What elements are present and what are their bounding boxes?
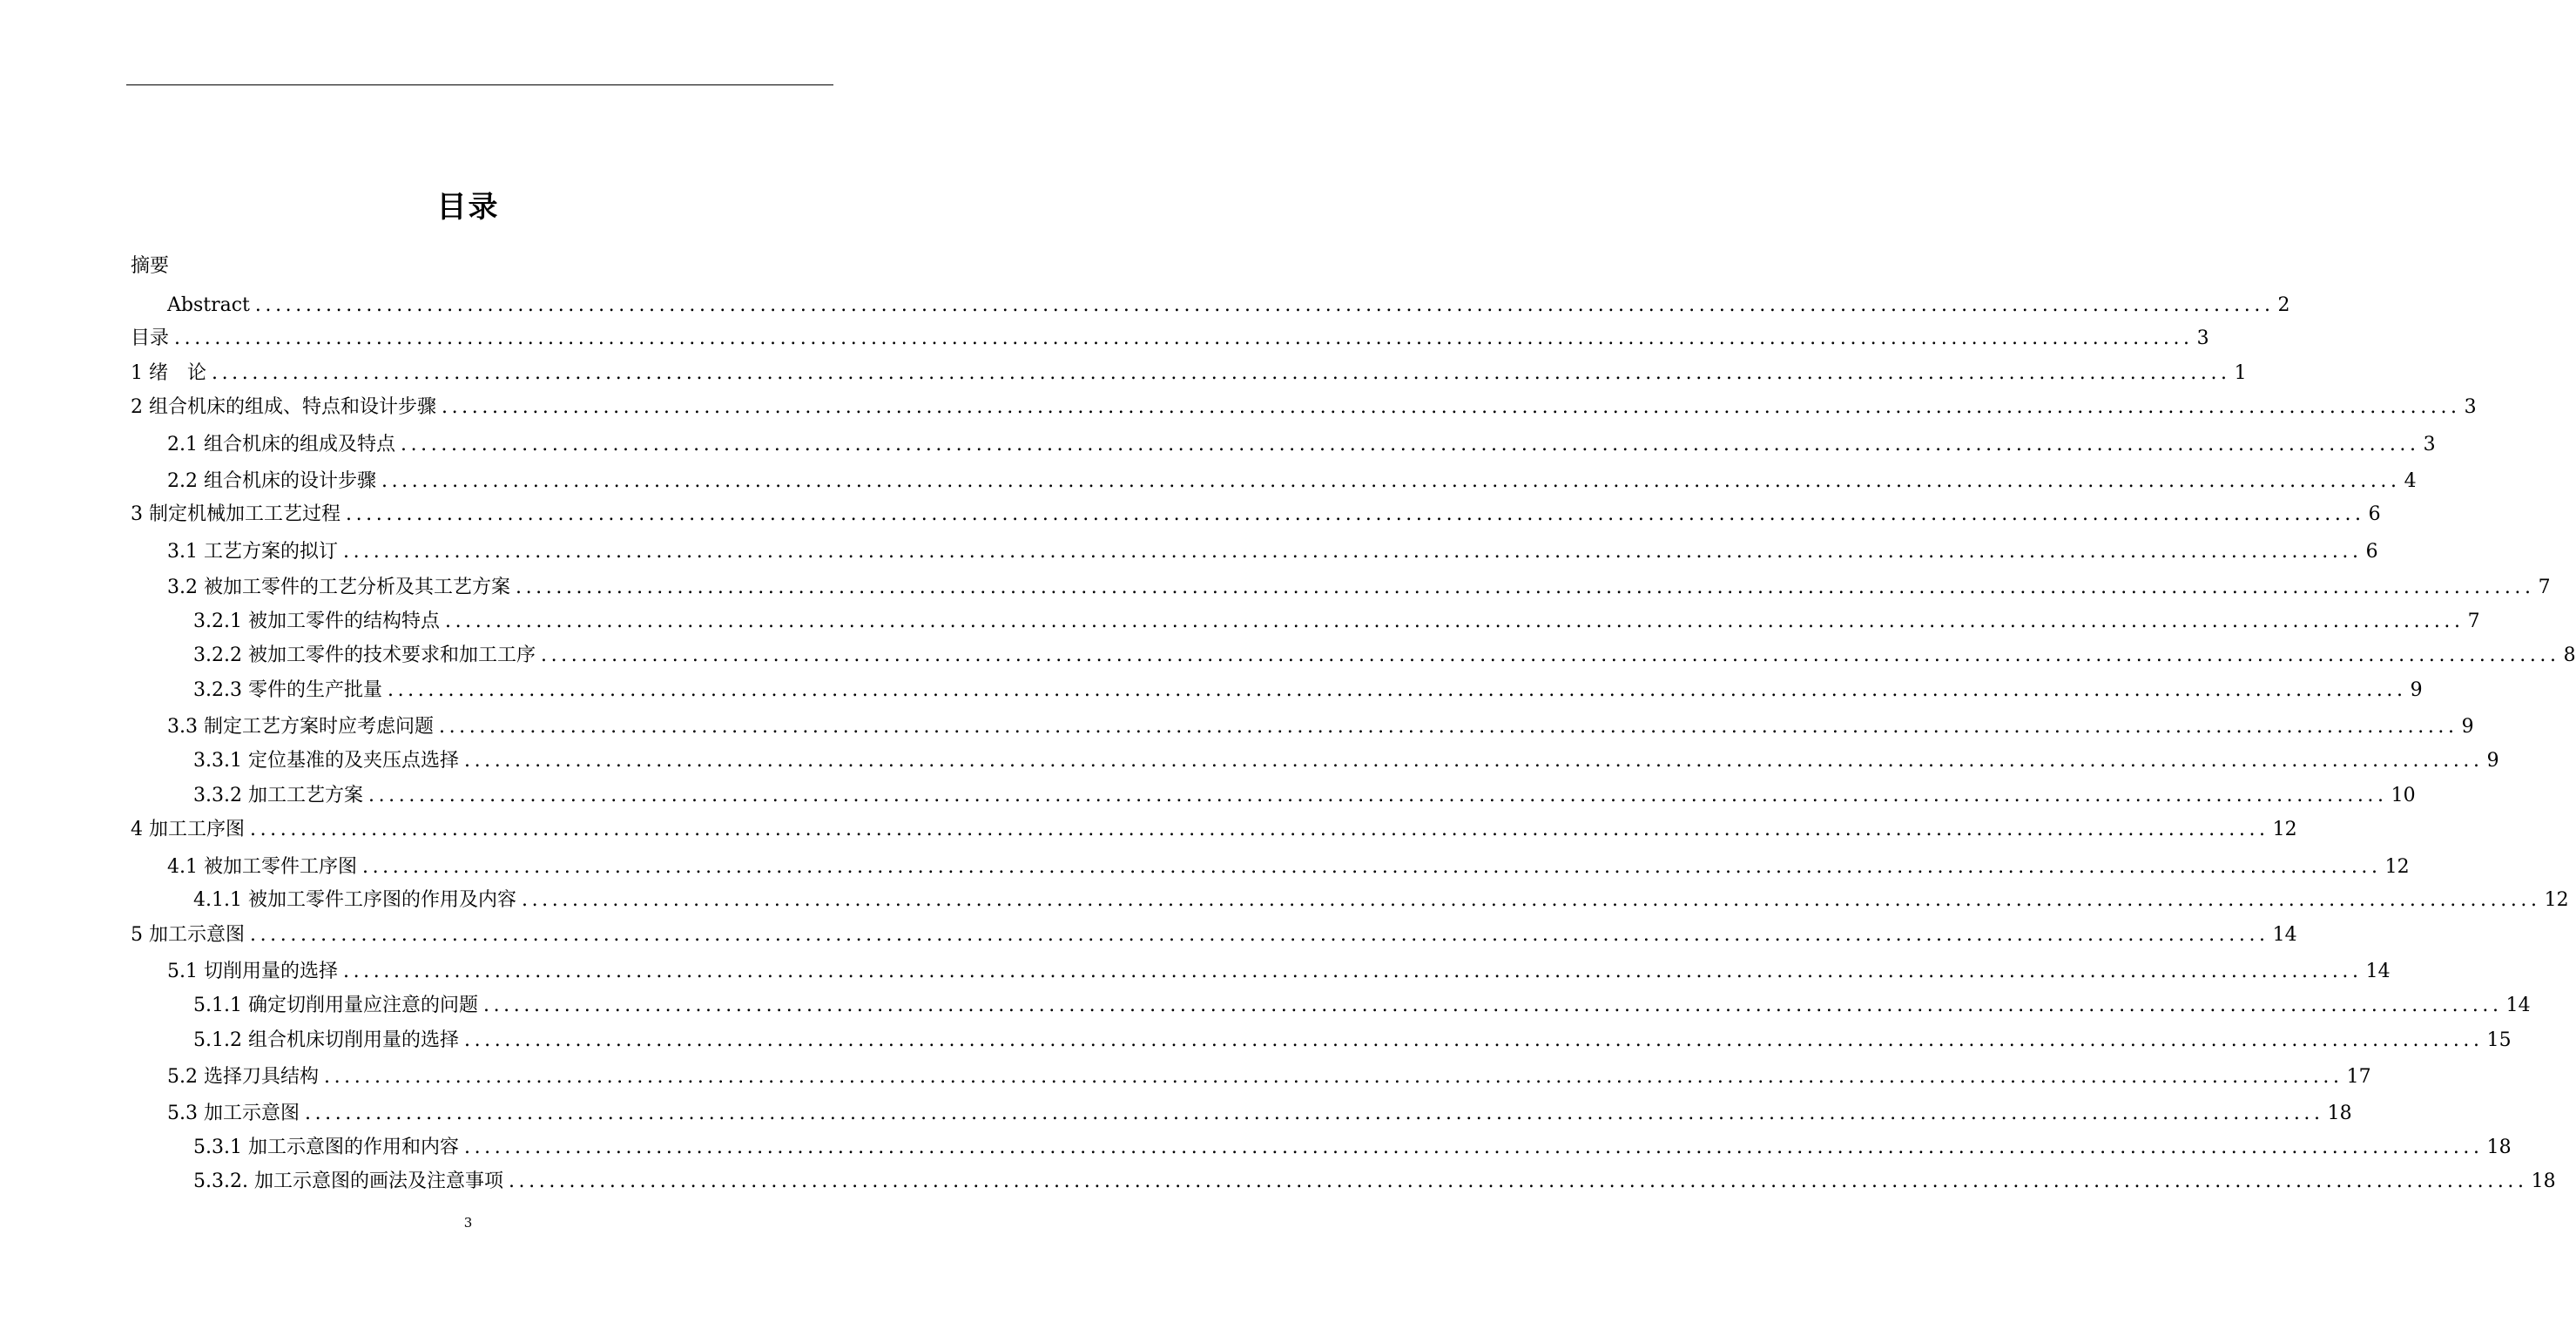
toc-leader-dots: ........................................................................................................................................................................................................ [254,294,2275,316]
toc-entry-page: 9 [2461,716,2474,738]
toc-entry-section-3-3[interactable] [167,715,2474,739]
toc-entry-label: Abstract [167,294,250,316]
toc-entry-label: 3.3 制定工艺方案时应考虑问题 [167,716,434,738]
toc-entry-section-3-2-2[interactable] [193,644,2576,668]
toc-leader-dots: ........................................................................................................................................................................................................ [250,819,2269,840]
toc-entry-page: 3 [2423,434,2436,455]
toc-entry-page: 8 [2563,644,2576,666]
toc-entry-page: 6 [2365,541,2378,563]
toc-leader-dots: ........................................................................................................................................................................................................ [250,924,2269,946]
toc-leader-dots: ........................................................................................................................................................................................................ [540,644,2560,666]
toc-entry-section-5-1-1[interactable] [193,994,2531,1018]
toc-entry-label: 2.1 组合机床的组成及特点 [167,434,395,455]
toc-leader-dots: ........................................................................................................................................................................................................ [508,1170,2528,1192]
toc-entry-page: 18 [2327,1103,2352,1124]
toc-entry-section-5-1[interactable] [167,960,2391,984]
toc-entry-page: 3 [2464,396,2477,418]
toc-leader-dots: ........................................................................................................................................................................................................ [463,1029,2484,1051]
toc-entry-label: 3.1 工艺方案的拟订 [167,541,338,563]
toc-entry-page: 6 [2368,503,2381,525]
toc-entry-section-5-3-1[interactable] [193,1136,2512,1160]
toc-entry-label: 4.1 被加工零件工序图 [167,856,357,878]
toc-entry-section-2-1[interactable] [167,433,2436,457]
toc-leader-dots: ........................................................................................................................................................................................................ [521,889,2541,911]
toc-entry-section-3-3-2[interactable] [193,784,2416,808]
toc-entry-label: 5.2 选择刀具结构 [167,1066,319,1088]
toc-leader-dots: ........................................................................................................................................................................................................ [323,1066,2343,1088]
toc-entry-label: 5.1.1 确定切削用量应注意的问题 [193,995,478,1016]
toc-entry-chapter-3[interactable] [131,502,2381,527]
toc-entry-section-3-1[interactable] [167,540,2378,564]
toc-entry-page: 9 [2486,750,2499,772]
toc-entry-label: 5.3.1 加工示意图的作用和内容 [193,1137,459,1158]
toc-entry-page: 18 [2531,1170,2556,1192]
toc-entry-label: 2.2 组合机床的设计步骤 [167,470,376,492]
toc-entry-page: 14 [2505,995,2531,1016]
toc-entry-label: 5.1 切削用量的选择 [167,961,338,982]
toc-entry-section-3-2-3[interactable] [193,678,2423,703]
toc-leader-dots: ........................................................................................................................................................................................................ [212,362,2231,384]
toc-entry-label: 5 加工示意图 [131,924,245,946]
toc-entry-label: 2 组合机床的组成、特点和设计步骤 [131,396,436,418]
toc-entry-section-3-2-1[interactable] [193,610,2480,634]
toc-leader-dots: ........................................................................................................................................................................................................ [361,856,2382,878]
toc-entry-page: 4 [2404,470,2417,492]
toc-entry-abstract-cn[interactable] [131,254,817,279]
toc-entry-label: 4.1.1 被加工零件工序图的作用及内容 [193,889,516,911]
toc-leader-dots: ........................................................................................................................................................................................................ [515,577,2535,598]
toc-entry-page: 2 [2277,294,2290,316]
toc-entry-label: 3.2 被加工零件的工艺分析及其工艺方案 [167,577,510,598]
toc-entry-section-5-1-2[interactable] [193,1029,2512,1053]
page-number: 3 [463,1215,473,1231]
toc-leader-dots: ........................................................................................................................................................................................................ [463,750,2484,772]
toc-entry-abstract[interactable] [167,293,2290,318]
toc-entry-chapter-2[interactable] [131,395,2477,420]
toc-leader-dots: ........................................................................................................................................................................................................ [482,995,2503,1016]
toc-entry-label: 3.3.1 定位基准的及夹压点选择 [193,750,459,772]
toc-entry-page: 12 [2272,819,2297,840]
toc-entry-page: 3 [2196,327,2209,349]
toc-entry-page: 14 [2272,924,2297,946]
toc-leader-dots: ........................................................................................................................................................................................................ [463,1137,2484,1158]
toc-leader-dots: ........................................................................................................................................................................................................ [342,961,2363,982]
toc-entry-section-5-3-2[interactable] [193,1170,2556,1194]
toc-leader-dots: ........................................................................................................................................................................................................ [381,470,2401,492]
toc-leader-dots: ........................................................................................................................................................................................................ [400,434,2420,455]
toc-entry-page: 15 [2486,1029,2512,1051]
toc-entry-page: 17 [2346,1066,2371,1088]
toc-entry-label: 目录 [131,327,170,349]
toc-entry-section-4-1-1[interactable] [193,888,2569,913]
toc-leader-dots: ........................................................................................................................................................................................................ [174,327,2194,349]
toc-entry-page: 18 [2486,1137,2512,1158]
toc-entry-label: 1 绪 论 [131,362,206,384]
toc-entry-page: 1 [2234,362,2247,384]
toc-entry-chapter-4[interactable] [131,818,2297,842]
toc-entry-section-5-3[interactable] [167,1102,2352,1126]
toc-leader-dots: ........................................................................................................................................................................................................ [342,541,2363,563]
toc-leader-dots: ........................................................................................................................................................................................................ [387,679,2407,701]
toc-entry-section-4-1[interactable] [167,855,2410,880]
toc-entry-section-3-2[interactable] [167,576,2551,600]
toc-entry-label: 3.3.2 加工工艺方案 [193,785,363,806]
toc-entry-section-3-3-1[interactable] [193,749,2499,773]
toc-entry-label: 5.3.2. 加工示意图的画法及注意事项 [193,1170,503,1192]
page-title: 目录 [436,190,500,225]
toc-entry-contents[interactable] [131,327,2209,351]
toc-entry-label: 3.2.2 被加工零件的技术要求和加工工序 [193,644,536,666]
toc-entry-page: 12 [2544,889,2569,911]
toc-entry-label: 5.1.2 组合机床切削用量的选择 [193,1029,459,1051]
toc-entry-page: 7 [2538,577,2551,598]
toc-entry-chapter-1[interactable] [131,361,2247,386]
toc-entry-page: 12 [2384,856,2410,878]
toc-entry-label: 3.2.3 零件的生产批量 [193,679,382,701]
toc-leader-dots: ........................................................................................................................................................................................................ [444,610,2465,632]
toc-entry-section-2-2[interactable] [167,469,2417,494]
toc-entry-label: 3 制定机械加工工艺过程 [131,503,341,525]
toc-leader-dots: ........................................................................................................................................................................................................ [346,503,2365,525]
toc-entry-page: 9 [2410,679,2423,701]
toc-leader-dots: ........................................................................................................................................................................................................ [442,396,2461,418]
toc-entry-chapter-5[interactable] [131,923,2297,948]
toc-leader-dots: ........................................................................................................................................................................................................ [304,1103,2324,1124]
toc-leader-dots: ........................................................................................................................................................................................................ [368,785,2388,806]
toc-entry-label: 5.3 加工示意图 [167,1103,300,1124]
toc-entry-page: 14 [2365,961,2391,982]
toc-leader-dots: ........................................................................................................................................................................................................ [438,716,2458,738]
toc-entry-label: 4 加工工序图 [131,819,245,840]
toc-entry-label: 3.2.1 被加工零件的结构特点 [193,610,440,632]
toc-entry-page: 10 [2391,785,2416,806]
toc-entry-section-5-2[interactable] [167,1065,2371,1089]
toc-entry-page: 7 [2467,610,2480,632]
toc-entry-label: 摘要 [131,255,170,277]
